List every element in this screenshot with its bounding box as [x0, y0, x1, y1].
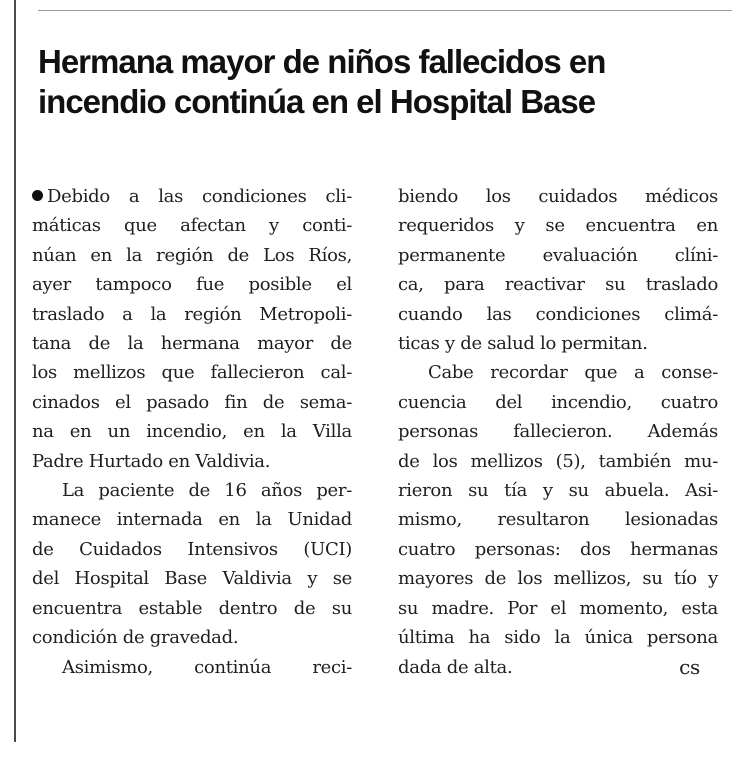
text-line: ticas y de salud lo permitan.: [398, 333, 648, 355]
right-text-column: [398, 182, 718, 682]
text-line: mayores de los mellizos, su tío y: [398, 568, 718, 590]
text-line: máticas que afectan y conti-: [32, 215, 352, 237]
top-rule: [38, 10, 732, 11]
text-line: núan en la región de Los Ríos,: [32, 244, 352, 266]
text-line: personas fallecieron. Además: [398, 421, 718, 443]
text-line: cuencia del incendio, cuatro: [398, 391, 718, 413]
text-line: requeridos y se encuentra en: [398, 215, 718, 237]
bullet-icon: [32, 190, 43, 201]
text-line: ayer tampoco fue posible el: [32, 274, 352, 296]
text-line: condición de gravedad.: [32, 627, 239, 649]
text-line: de Cuidados Intensivos (UCI): [32, 538, 352, 560]
left-column-rule: [14, 0, 16, 742]
text-line: traslado a la región Metropoli-: [32, 303, 352, 325]
text-line: de los mellizos (5), también mu-: [398, 450, 718, 472]
text-line: cinados el pasado fin de sema-: [32, 391, 352, 413]
text-line: permanente evaluación clíni-: [398, 244, 718, 266]
text-line: cuatro personas: dos hermanas: [398, 538, 718, 560]
text-line-content: Debido a las condiciones cli-: [47, 186, 352, 207]
article-headline: [38, 42, 718, 122]
text-line: ca, para reactivar su traslado: [398, 274, 718, 296]
text-line-content: dada de alta.: [398, 656, 513, 678]
text-line: rieron su tía y su abuela. Asi-: [398, 480, 718, 502]
text-line: cuando las condiciones climá-: [398, 303, 718, 325]
headline-line: incendio continúa en el Hospital Base: [38, 83, 596, 120]
text-line: Asimismo, continúa reci-: [62, 656, 352, 678]
text-line: del Hospital Base Valdivia y se: [32, 568, 352, 590]
text-line: los mellizos que fallecieron cal-: [32, 362, 352, 384]
text-line: na en un incendio, en la Villa: [32, 421, 352, 443]
text-line: última ha sido la única persona: [398, 627, 718, 649]
text-line: tana de la hermana mayor de: [32, 333, 352, 355]
text-line: su madre. Por el momento, esta: [398, 597, 718, 619]
text-line: [32, 182, 352, 211]
text-line: mismo, resultaron lesionadas: [398, 509, 718, 531]
text-line: [398, 653, 718, 682]
text-line: encuentra estable dentro de su: [32, 597, 352, 619]
text-line: Cabe recordar que a conse-: [428, 362, 718, 384]
left-text-column: [32, 182, 352, 682]
text-line: manece internada en la Unidad: [32, 509, 352, 531]
end-mark-icon: cs: [679, 654, 700, 679]
text-line: Padre Hurtado en Valdivia.: [32, 450, 271, 472]
headline-line: Hermana mayor de niños fallecidos en: [38, 43, 606, 80]
text-line: biendo los cuidados médicos: [398, 186, 718, 207]
text-line: La paciente de 16 años per-: [62, 480, 352, 502]
